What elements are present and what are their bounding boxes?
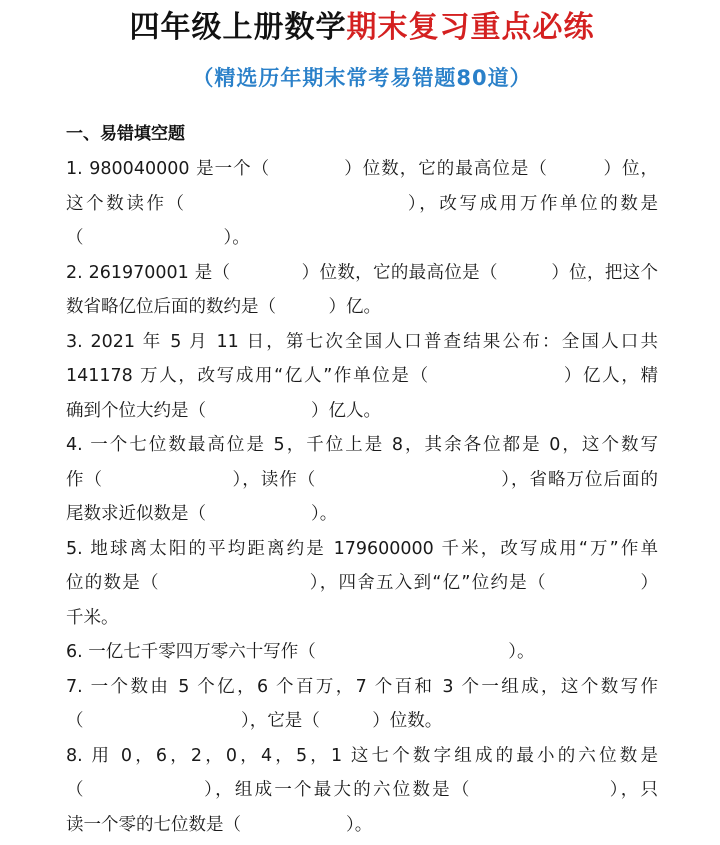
question-2 xyxy=(66,256,658,325)
question-5-line-2: 位的数是（ ），四舍五入到“亿”位约是（ ） xyxy=(66,573,658,593)
question-4 xyxy=(66,428,658,532)
section-heading: 一、易错填空题 xyxy=(66,124,185,144)
question-5-line-1: 5. 地球离太阳的平均距离约是 179600000 千米，改写成用“万”作单 xyxy=(66,538,658,559)
question-1-line-1: 1. 980040000 是一个（ ）位数，它的最高位是（ ）位， xyxy=(66,159,658,179)
question-5-line-3: 千米。 xyxy=(66,607,119,628)
question-7-line-2: （ ），它是（ ）位数。 xyxy=(66,711,443,731)
question-8-line-1: 8. 用 0，6，2，0，4，5，1 这七个数字组成的最小的六位数是 xyxy=(66,745,658,766)
question-8-line-2: （ ），组成一个最大的六位数是（ ），只 xyxy=(66,780,658,800)
question-2-line-1: 2. 261970001 是（ ）位数，它的最高位是（ ）位，把这个 xyxy=(66,262,658,283)
question-1-line-2: 这个数读作（ ），改写成用万作单位的数是 xyxy=(66,193,658,214)
page-subtitle: （精选历年期末常考易错题80道） xyxy=(192,66,532,90)
question-4-line-1: 4. 一个七位数最高位是 5，千位上是 8，其余各位都是 0，这个数写 xyxy=(66,435,658,455)
question-2-line-2: 数省略亿位后面的数约是（ ）亿。 xyxy=(66,297,381,317)
question-6 xyxy=(66,635,658,670)
question-1 xyxy=(66,152,658,256)
page-title xyxy=(66,0,658,50)
question-7 xyxy=(66,670,658,739)
title-review-part: 期末复习重点必练 xyxy=(346,10,595,45)
question-list xyxy=(66,152,658,842)
question-3 xyxy=(66,325,658,429)
question-3-line-1: 3. 2021 年 5 月 11 日，第七次全国人口普查结果公布：全国人口共 xyxy=(66,331,658,352)
question-8 xyxy=(66,739,658,843)
question-1-line-3: （ ）。 xyxy=(66,228,250,248)
question-6-line-1: 6. 一亿七千零四万零六十写作（ ）。 xyxy=(66,642,535,662)
question-3-line-3: 确到个位大约是（ ）亿人。 xyxy=(66,400,381,421)
question-8-line-3: 读一个零的七位数是（ ）。 xyxy=(66,814,373,835)
question-3-line-2: 141178 万人，改写成用“亿人”作单位是（ ）亿人，精 xyxy=(66,366,658,386)
question-4-line-3: 尾数求近似数是（ ）。 xyxy=(66,504,338,524)
title-grade-part: 四年级上册数学 xyxy=(129,10,347,45)
question-5 xyxy=(66,532,658,636)
question-7-line-1: 7. 一个数由 5 个亿，6 个百万，7 个百和 3 个一组成，这个数写作 xyxy=(66,676,658,697)
question-4-line-2: 作（ ），读作（ ），省略万位后面的 xyxy=(66,469,658,490)
